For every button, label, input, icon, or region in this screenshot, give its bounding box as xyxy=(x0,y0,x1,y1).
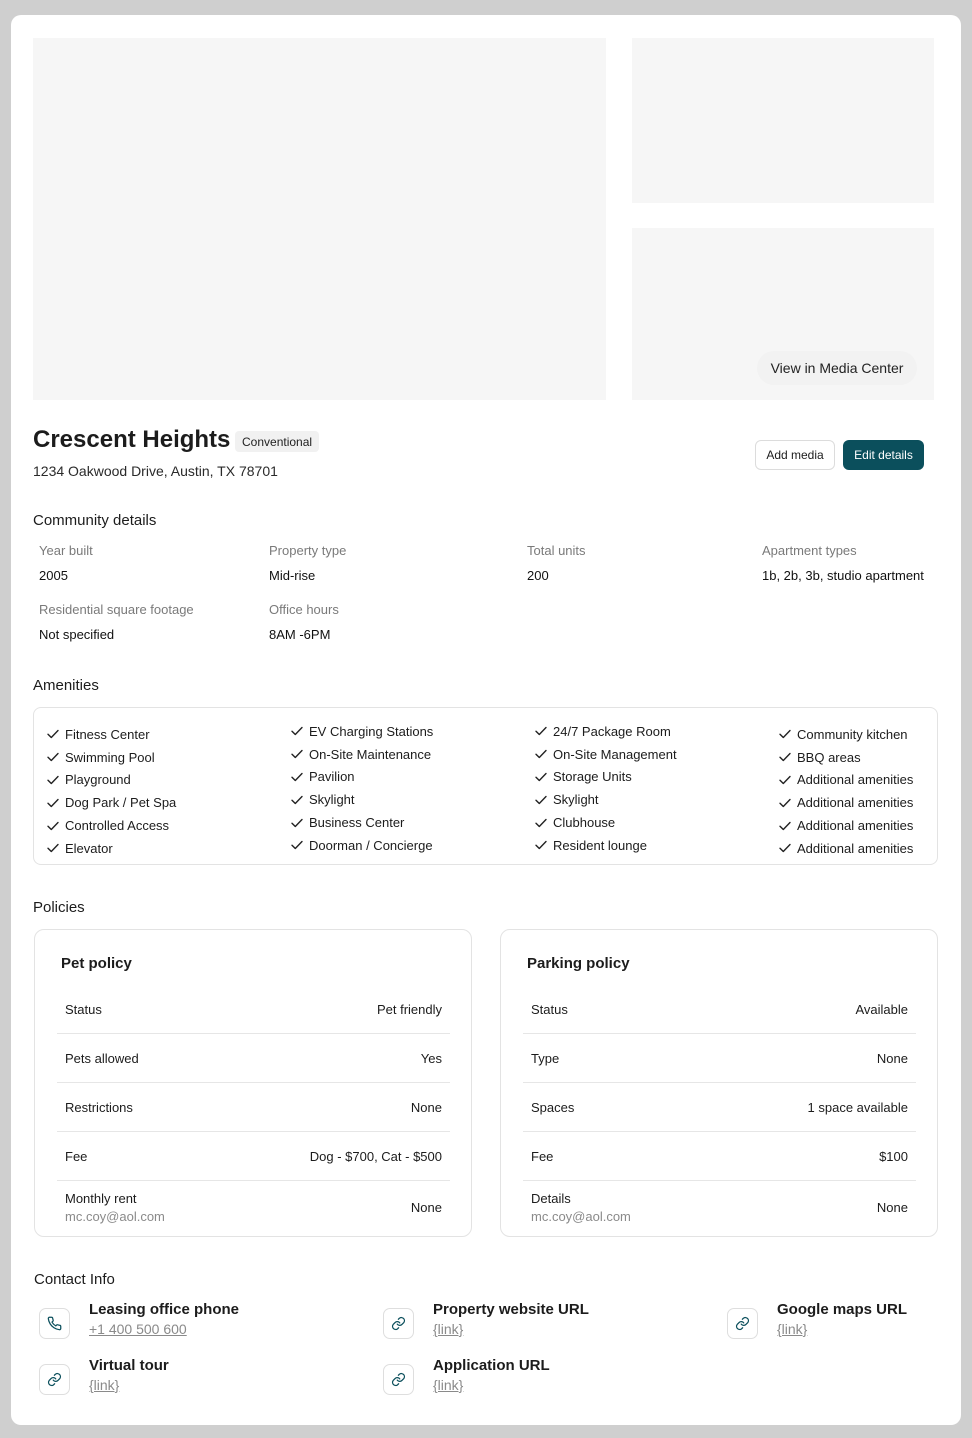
parking-policy-row xyxy=(523,1083,916,1132)
property-website-link[interactable]: {link} xyxy=(433,1321,464,1337)
pet-policy-row xyxy=(57,1034,450,1083)
check-icon xyxy=(47,843,59,853)
pet-policy-row xyxy=(57,1132,450,1181)
check-icon xyxy=(535,772,547,782)
amenity-item xyxy=(47,746,176,769)
secondary-photo-top[interactable] xyxy=(632,38,934,203)
property-name: Crescent Heights xyxy=(33,426,231,453)
contact-title: Leasing office phone xyxy=(89,1301,240,1318)
amenity-item xyxy=(535,834,677,857)
check-icon xyxy=(47,775,59,785)
parking-policy-card xyxy=(500,929,938,1237)
property-badge: Conventional xyxy=(235,431,319,452)
apartment-types-label: Apartment types xyxy=(762,543,857,558)
row-key: Fee xyxy=(65,1148,88,1164)
parking-policy-row xyxy=(523,1181,916,1233)
leasing-phone-link[interactable]: +1 400 500 600 xyxy=(89,1321,187,1337)
amenity-label: Additional amenities xyxy=(797,840,914,856)
row-value: Yes xyxy=(420,1050,442,1066)
amenity-item xyxy=(47,769,176,792)
amenity-item xyxy=(291,766,433,789)
check-icon xyxy=(779,798,791,808)
parking-policy-title: Parking policy xyxy=(527,955,630,972)
row-value: $100 xyxy=(879,1148,908,1164)
check-icon xyxy=(291,749,303,759)
check-icon xyxy=(291,795,303,805)
amenity-label: Clubhouse xyxy=(553,815,616,831)
check-icon xyxy=(779,775,791,785)
parking-policy-row xyxy=(523,1034,916,1083)
check-icon xyxy=(291,840,303,850)
property-type-value: Mid-rise xyxy=(269,568,316,583)
amenity-label: Skylight xyxy=(553,792,599,808)
check-icon xyxy=(291,726,303,736)
amenity-item xyxy=(779,723,913,746)
phone-icon xyxy=(39,1308,70,1339)
year-built-value: 2005 xyxy=(39,568,68,583)
pet-policy-row xyxy=(57,985,450,1034)
edit-details-button[interactable]: Edit details xyxy=(843,440,924,470)
contact-title: Virtual tour xyxy=(89,1357,169,1374)
square-footage-label: Residential square footage xyxy=(39,602,194,617)
amenity-label: On-Site Management xyxy=(553,746,677,762)
office-hours-value: 8AM -6PM xyxy=(269,627,331,642)
amenity-label: Resident lounge xyxy=(553,837,647,853)
pet-policy-row xyxy=(57,1181,450,1233)
policies-heading: Policies xyxy=(33,899,85,916)
row-value: 1 space available xyxy=(807,1099,908,1115)
row-value: Pet friendly xyxy=(376,1001,442,1017)
total-units-label: Total units xyxy=(527,543,586,558)
contact-item-leasing-phone xyxy=(39,1301,239,1339)
contact-info-heading: Contact Info xyxy=(34,1271,115,1288)
check-icon xyxy=(47,821,59,831)
contact-item-virtual-tour xyxy=(39,1357,169,1395)
total-units-value: 200 xyxy=(527,568,549,583)
amenity-label: Fitness Center xyxy=(65,726,150,742)
square-footage-value: Not specified xyxy=(39,627,115,642)
amenity-item xyxy=(535,743,677,766)
check-icon xyxy=(291,818,303,828)
contact-title: Google maps URL xyxy=(777,1301,908,1318)
row-key: Fee xyxy=(531,1148,554,1164)
amenity-item xyxy=(291,720,433,743)
row-value: None xyxy=(876,1199,908,1215)
amenity-label: EV Charging Stations xyxy=(309,723,434,739)
row-key: Status xyxy=(531,1001,568,1017)
virtual-tour-link[interactable]: {link} xyxy=(89,1377,120,1393)
row-value: None xyxy=(876,1050,908,1066)
office-hours-label: Office hours xyxy=(269,602,339,617)
parking-policy-row xyxy=(523,1132,916,1181)
pet-policy-card xyxy=(34,929,472,1237)
amenity-label: On-Site Maintenance xyxy=(309,746,432,762)
link-icon xyxy=(39,1364,70,1395)
link-icon xyxy=(383,1364,414,1395)
amenity-item xyxy=(47,791,176,814)
amenity-label: Swimming Pool xyxy=(65,749,155,765)
amenity-item xyxy=(291,834,433,857)
contact-title: Application URL xyxy=(433,1357,550,1374)
amenity-label: Community kitchen xyxy=(797,726,908,742)
amenity-item xyxy=(535,766,677,789)
property-address: 1234 Oakwood Drive, Austin, TX 78701 xyxy=(33,463,278,479)
pet-policy-row xyxy=(57,1083,450,1132)
amenity-item xyxy=(47,723,176,746)
amenity-label: Pavilion xyxy=(309,769,355,785)
amenity-label: Business Center xyxy=(309,815,405,831)
amenities-column xyxy=(47,723,176,860)
amenity-item xyxy=(47,814,176,837)
amenity-item xyxy=(291,811,433,834)
amenities-column xyxy=(291,720,433,857)
check-icon xyxy=(779,729,791,739)
view-in-media-center-button[interactable]: View in Media Center xyxy=(757,351,917,385)
row-value: None xyxy=(410,1099,442,1115)
check-icon xyxy=(535,840,547,850)
row-value: Available xyxy=(855,1001,908,1017)
row-key: Details xyxy=(531,1190,571,1206)
row-value: None xyxy=(410,1199,442,1215)
amenity-item xyxy=(535,788,677,811)
amenity-label: Elevator xyxy=(65,840,113,856)
amenity-label: Dog Park / Pet Spa xyxy=(65,795,177,811)
amenity-label: Additional amenities xyxy=(797,772,914,788)
check-icon xyxy=(535,726,547,736)
check-icon xyxy=(47,729,59,739)
row-sub-email: mc.coy@aol.com xyxy=(531,1208,631,1224)
amenity-label: Storage Units xyxy=(553,769,632,785)
check-icon xyxy=(779,843,791,853)
check-icon xyxy=(779,752,791,762)
amenity-label: Additional amenities xyxy=(797,818,914,834)
check-icon xyxy=(535,749,547,759)
amenity-item xyxy=(291,788,433,811)
check-icon xyxy=(291,772,303,782)
contact-item-google-maps xyxy=(727,1301,907,1339)
link-icon xyxy=(383,1308,414,1339)
amenity-label: Skylight xyxy=(309,792,355,808)
amenity-item xyxy=(779,814,913,837)
row-key-group xyxy=(65,1191,165,1224)
amenity-item xyxy=(291,743,433,766)
row-sub-email: mc.coy@aol.com xyxy=(65,1208,165,1224)
row-key: Status xyxy=(65,1001,102,1017)
amenity-label: Playground xyxy=(65,772,131,788)
amenity-label: Additional amenities xyxy=(797,795,914,811)
amenity-label: BBQ areas xyxy=(797,749,861,765)
add-media-button[interactable]: Add media xyxy=(755,440,835,470)
row-key: Monthly rent xyxy=(65,1190,137,1206)
amenity-item xyxy=(535,811,677,834)
community-details-heading: Community details xyxy=(33,512,157,529)
amenity-item xyxy=(779,791,913,814)
amenity-label: Doorman / Concierge xyxy=(309,837,433,853)
check-icon xyxy=(535,818,547,828)
pet-policy-title: Pet policy xyxy=(61,955,132,972)
amenity-label: 24/7 Package Room xyxy=(553,723,671,739)
link-icon xyxy=(727,1308,758,1339)
check-icon xyxy=(47,798,59,808)
check-icon xyxy=(779,821,791,831)
year-built-label: Year built xyxy=(39,543,93,558)
amenity-item xyxy=(779,769,913,792)
row-key: Pets allowed xyxy=(65,1050,139,1066)
google-maps-link[interactable]: {link} xyxy=(777,1321,808,1337)
contact-item-application-url xyxy=(383,1357,550,1395)
contact-item-property-website xyxy=(383,1301,589,1339)
amenities-column xyxy=(535,720,677,857)
amenities-heading: Amenities xyxy=(33,677,99,694)
property-type-label: Property type xyxy=(269,543,347,558)
amenity-label: Controlled Access xyxy=(65,818,170,834)
amenity-item xyxy=(779,746,913,769)
row-key: Restrictions xyxy=(65,1099,133,1115)
row-key: Type xyxy=(531,1050,560,1066)
parking-policy-row xyxy=(523,985,916,1034)
amenities-column xyxy=(779,723,913,860)
amenity-item xyxy=(779,837,913,860)
contact-title: Property website URL xyxy=(433,1301,589,1318)
row-value: Dog - $700, Cat - $500 xyxy=(309,1148,442,1164)
check-icon xyxy=(535,795,547,805)
row-key: Spaces xyxy=(531,1099,575,1115)
check-icon xyxy=(47,752,59,762)
application-url-link[interactable]: {link} xyxy=(433,1377,464,1393)
main-photo[interactable] xyxy=(33,38,606,400)
apartment-types-value: 1b, 2b, 3b, studio apartment xyxy=(762,568,924,583)
row-key-group xyxy=(531,1191,631,1224)
amenity-item xyxy=(535,720,677,743)
amenity-item xyxy=(47,837,176,860)
